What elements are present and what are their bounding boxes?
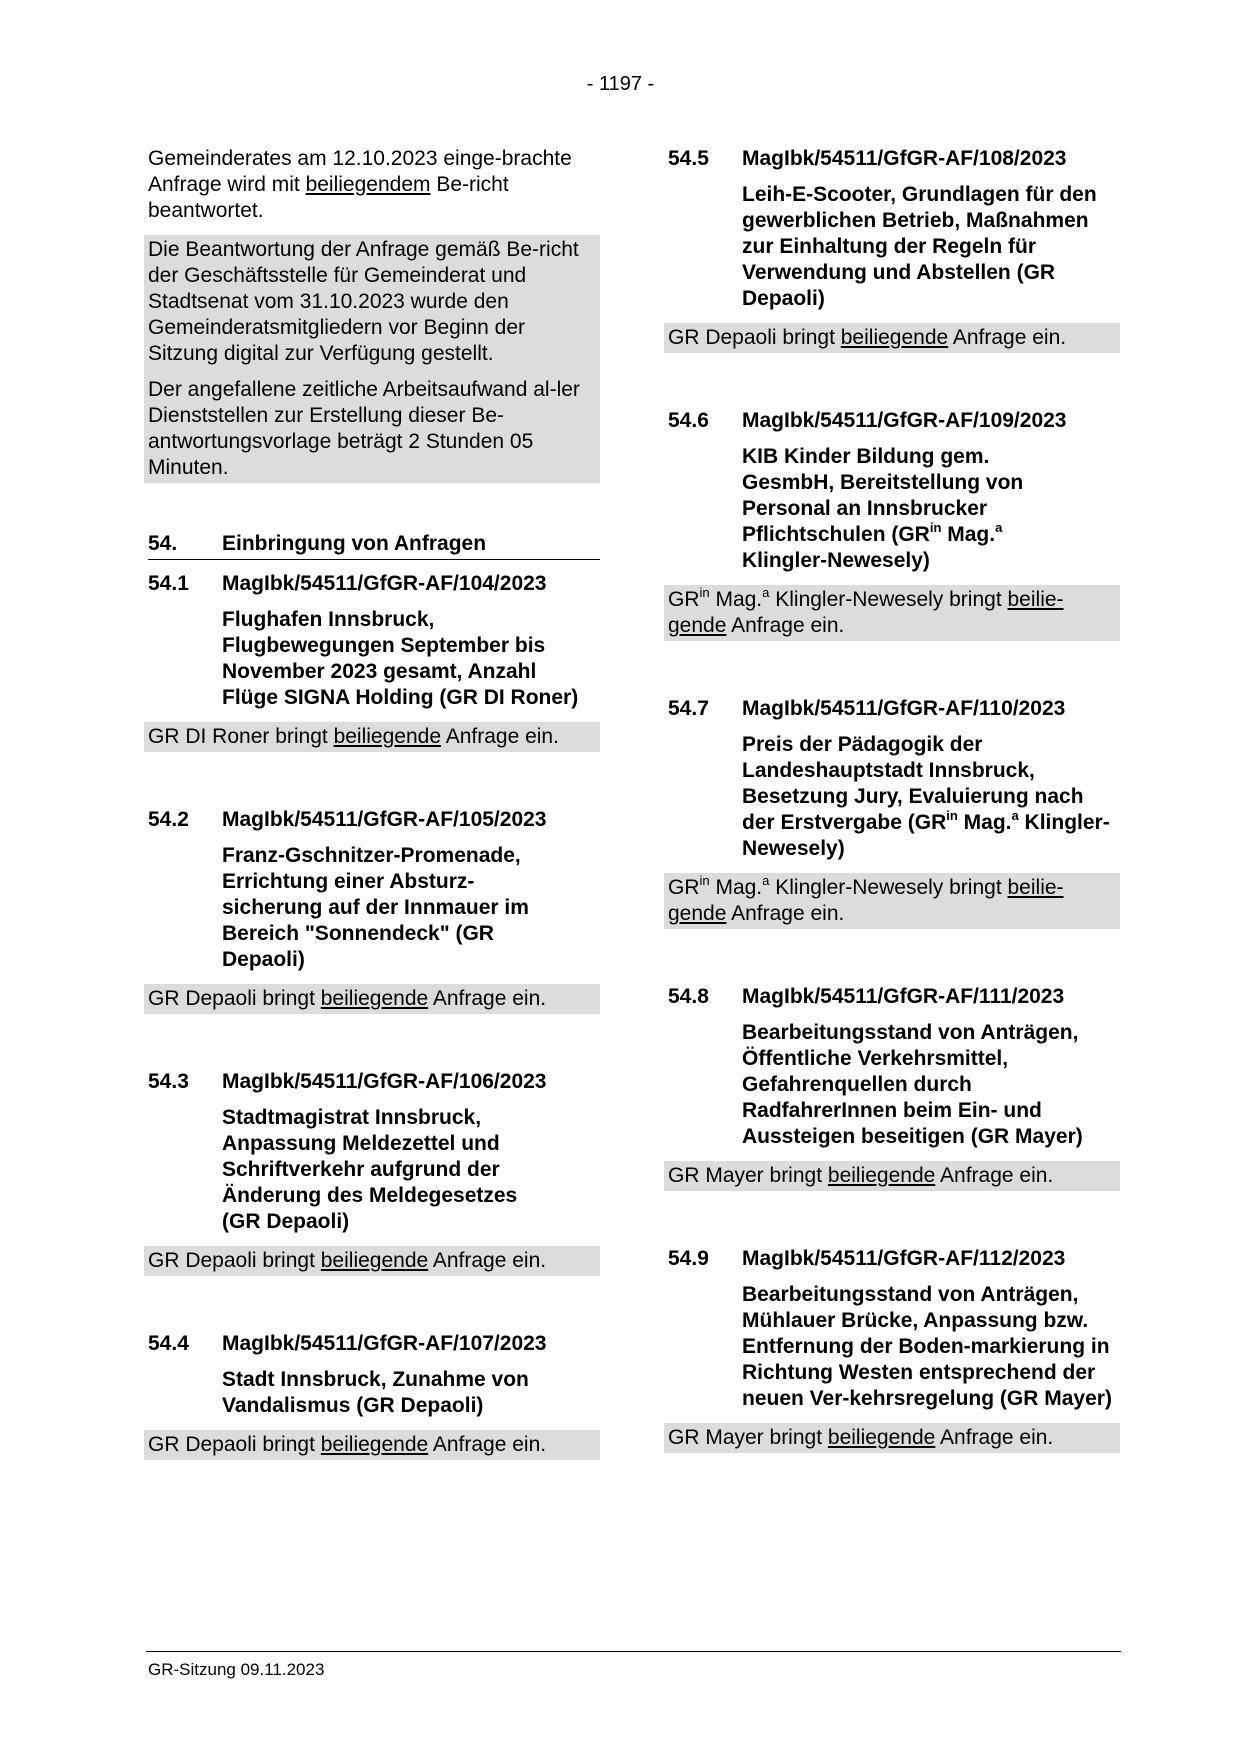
item-id: MagIbk/54511/GfGR-AF/110/2023 [742,697,1066,720]
item-id: MagIbk/54511/GfGR-AF/108/2023 [742,147,1067,170]
footer-text: GR-Sitzung 09.11.2023 [148,1660,325,1679]
submission-note: GR Depaoli bringt beiliegende Anfrage ein. [144,984,600,1014]
intro-paragraph: Gemeinderates am 12.10.2023 einge-brachte Anfrage wird mit beiliegendem Be-richt beantwortet. [148,147,572,222]
attachment-link[interactable]: beiliegende [827,1426,936,1449]
attachment-link[interactable]: beiliegende [840,326,949,349]
list-item: 54.6 MagIbk/54511/GfGR-AF/109/2023 KIB Kinder Bildung gem. GesmbH, Bereitstellung von Personal an Innsbrucker Pflichtschulen ($GR^{in}$ Mag.$^a$ Klingler-Newesely) $GR^{in}$ Mag.$^a$ Klingler-Newesely bringt beilie-gende Anfrage ein. [668,408,1120,641]
item-title: Bearbeitungsstand von Anträgen, Mühlauer Brücke, Anpassung bzw. Entfernung der Boden-markierung in Richtung Westen entsprechend der neuen Ver-kehrsregelung (GR Mayer) [742,1283,1112,1410]
item-title: Franz-Gschnitzer-Promenade, Errichtung einer Absturz-sicherung auf der Innmauer im Bereich "Sonnendeck" (GR Depaoli) [222,844,529,971]
page-number: - 1197 - [586,73,655,95]
submission-note: GR Depaoli bringt beiliegende Anfrage ein. [664,323,1120,353]
attachment-link[interactable]: beilie-gende [668,876,1064,925]
item-id: MagIbk/54511/GfGR-AF/109/2023 [742,409,1067,432]
attachment-link[interactable]: beiliegende [320,1249,429,1272]
list-item: 54.3 MagIbk/54511/GfGR-AF/106/2023 Stadtmagistrat Innsbruck, Anpassung Meldezettel und Schriftverkehr aufgrund der Änderung des Meldegesetzes (GR Depaoli) GR Depaoli bringt beiliegende Anfrage ein. [148,1069,600,1276]
list-item: 54.8 MagIbk/54511/GfGR-AF/111/2023 Bearbeitungsstand von Anträgen, Öffentliche Verkehrsmittel, Gefahrenquellen durch RadfahrerInnen beim Ein- und Aussteigen beseitigen (GR Mayer) GR Mayer bringt beiliegende Anfrage ein. [668,984,1120,1191]
item-id: MagIbk/54511/GfGR-AF/112/2023 [742,1247,1066,1270]
item-id: MagIbk/54511/GfGR-AF/104/2023 [222,572,547,595]
list-item: 54.1 MagIbk/54511/GfGR-AF/104/2023 Flughafen Innsbruck, Flugbewegungen September bis November 2023 gesamt, Anzahl Flüge SIGNA Holding (GR DI Roner) GR DI Roner bringt beiliegende Anfrage ein. [148,571,600,752]
item-id: MagIbk/54511/GfGR-AF/105/2023 [222,808,547,831]
shaded-note-2: Der angefallene zeitliche Arbeitsaufwand al-ler Dienststellen zur Erstellung dieser Be-antwortungsvorlage beträgt 2 Stunden 05 Minuten. [144,369,600,483]
attachment-link[interactable]: beiliegende [333,725,442,748]
list-item: 54.7 MagIbk/54511/GfGR-AF/110/2023 Preis der Pädagogik der Landeshauptstadt Innsbruck, Besetzung Jury, Evaluierung nach der Erstvergabe ($GR^{in}$ Mag.$^a$ Klingler-Newesely) $GR^{in}$ Mag.$^a$ Klingler-Newesely bringt beilie-gende Anfrage ein. [668,696,1120,929]
attachment-link[interactable]: beiliegende [320,987,429,1010]
right-column [668,146,1120,1453]
list-item: 54.4 MagIbk/54511/GfGR-AF/107/2023 Stadt Innsbruck, Zunahme von Vandalismus (GR Depaoli) GR Depaoli bringt beiliegende Anfrage ein. [148,1331,600,1460]
item-title: Bearbeitungsstand von Anträgen, Öffentliche Verkehrsmittel, Gefahrenquellen durch RadfahrerInnen beim Ein- und Aussteigen beseitigen (GR Mayer) [742,1021,1083,1148]
list-item: 54.9 MagIbk/54511/GfGR-AF/112/2023 Bearbeitungsstand von Anträgen, Mühlauer Brücke, Anpassung bzw. Entfernung der Boden-markierung in Richtung Westen entsprechend der neuen Ver-kehrsregelung (GR Mayer) GR Mayer bringt beiliegende Anfrage ein. [668,1246,1120,1453]
submission-note: GR Mayer bringt beiliegende Anfrage ein. [664,1423,1120,1453]
item-id: MagIbk/54511/GfGR-AF/106/2023 [222,1070,547,1093]
submission-note: GR DI Roner bringt beiliegende Anfrage ein. [144,722,600,752]
list-item: 54.2 MagIbk/54511/GfGR-AF/105/2023 Franz-Gschnitzer-Promenade, Errichtung einer Absturz-sicherung auf der Innmauer im Bereich "Sonnendeck" (GR Depaoli) GR Depaoli bringt beiliegende Anfrage ein. [148,807,600,1014]
item-id: MagIbk/54511/GfGR-AF/107/2023 [222,1332,547,1355]
submission-note: $GR^{in}$ Mag.$^a$ Klingler-Newesely bringt beilie-gende Anfrage ein. [664,585,1120,641]
submission-note: GR Depaoli bringt beiliegende Anfrage ein. [144,1246,600,1276]
item-title: Stadtmagistrat Innsbruck, Anpassung Meldezettel und Schriftverkehr aufgrund der Änderung des Meldegesetzes (GR Depaoli) [222,1106,518,1233]
section-heading: 54. Einbringung von Anfragen [148,531,600,560]
attachment-link[interactable]: beiliegende [827,1164,936,1187]
left-column [148,146,600,1460]
attachment-link[interactable]: beiliegendem [305,173,431,196]
item-title: Leih-E-Scooter, Grundlagen für den gewerblichen Betrieb, Maßnahmen zur Einhaltung der Regeln für Verwendung und Abstellen (GR Depaoli) [742,183,1097,310]
item-title: KIB Kinder Bildung gem. GesmbH, Bereitstellung von Personal an Innsbrucker Pflichtschulen ($GR^{in}$ Mag.$^a$ Klingler-Newesely) [742,445,1024,572]
submission-note: GR Mayer bringt beiliegende Anfrage ein. [664,1161,1120,1191]
submission-note: GR Depaoli bringt beiliegende Anfrage ein. [144,1430,600,1460]
shaded-note-1: Die Beantwortung der Anfrage gemäß Be-richt der Geschäftsstelle für Gemeinderat und Stadtsenat vom 31.10.2023 wurde den Gemeinderatsmitgliedern vor Beginn der Sitzung digital zur Verfügung gestellt. [144,235,600,369]
item-id: MagIbk/54511/GfGR-AF/111/2023 [742,985,1065,1008]
item-title: Stadt Innsbruck, Zunahme von Vandalismus (GR Depaoli) [222,1368,529,1417]
list-item: 54.5 MagIbk/54511/GfGR-AF/108/2023 Leih-E-Scooter, Grundlagen für den gewerblichen Betrieb, Maßnahmen zur Einhaltung der Regeln für Verwendung und Abstellen (GR Depaoli) GR Depaoli bringt beiliegende Anfrage ein. [668,146,1120,353]
item-title: Preis der Pädagogik der Landeshauptstadt Innsbruck, Besetzung Jury, Evaluierung nach der Erstvergabe ($GR^{in}$ Mag.$^a$ Klingler-Newesely) [742,733,1110,860]
attachment-link[interactable]: beilie-gende [668,588,1064,637]
footer-divider [146,1651,1121,1652]
attachment-link[interactable]: beiliegende [320,1433,429,1456]
submission-note: $GR^{in}$ Mag.$^a$ Klingler-Newesely bringt beilie-gende Anfrage ein. [664,873,1120,929]
item-title: Flughafen Innsbruck, Flugbewegungen September bis November 2023 gesamt, Anzahl Flüge SIGNA Holding (GR DI Roner) [222,608,579,709]
